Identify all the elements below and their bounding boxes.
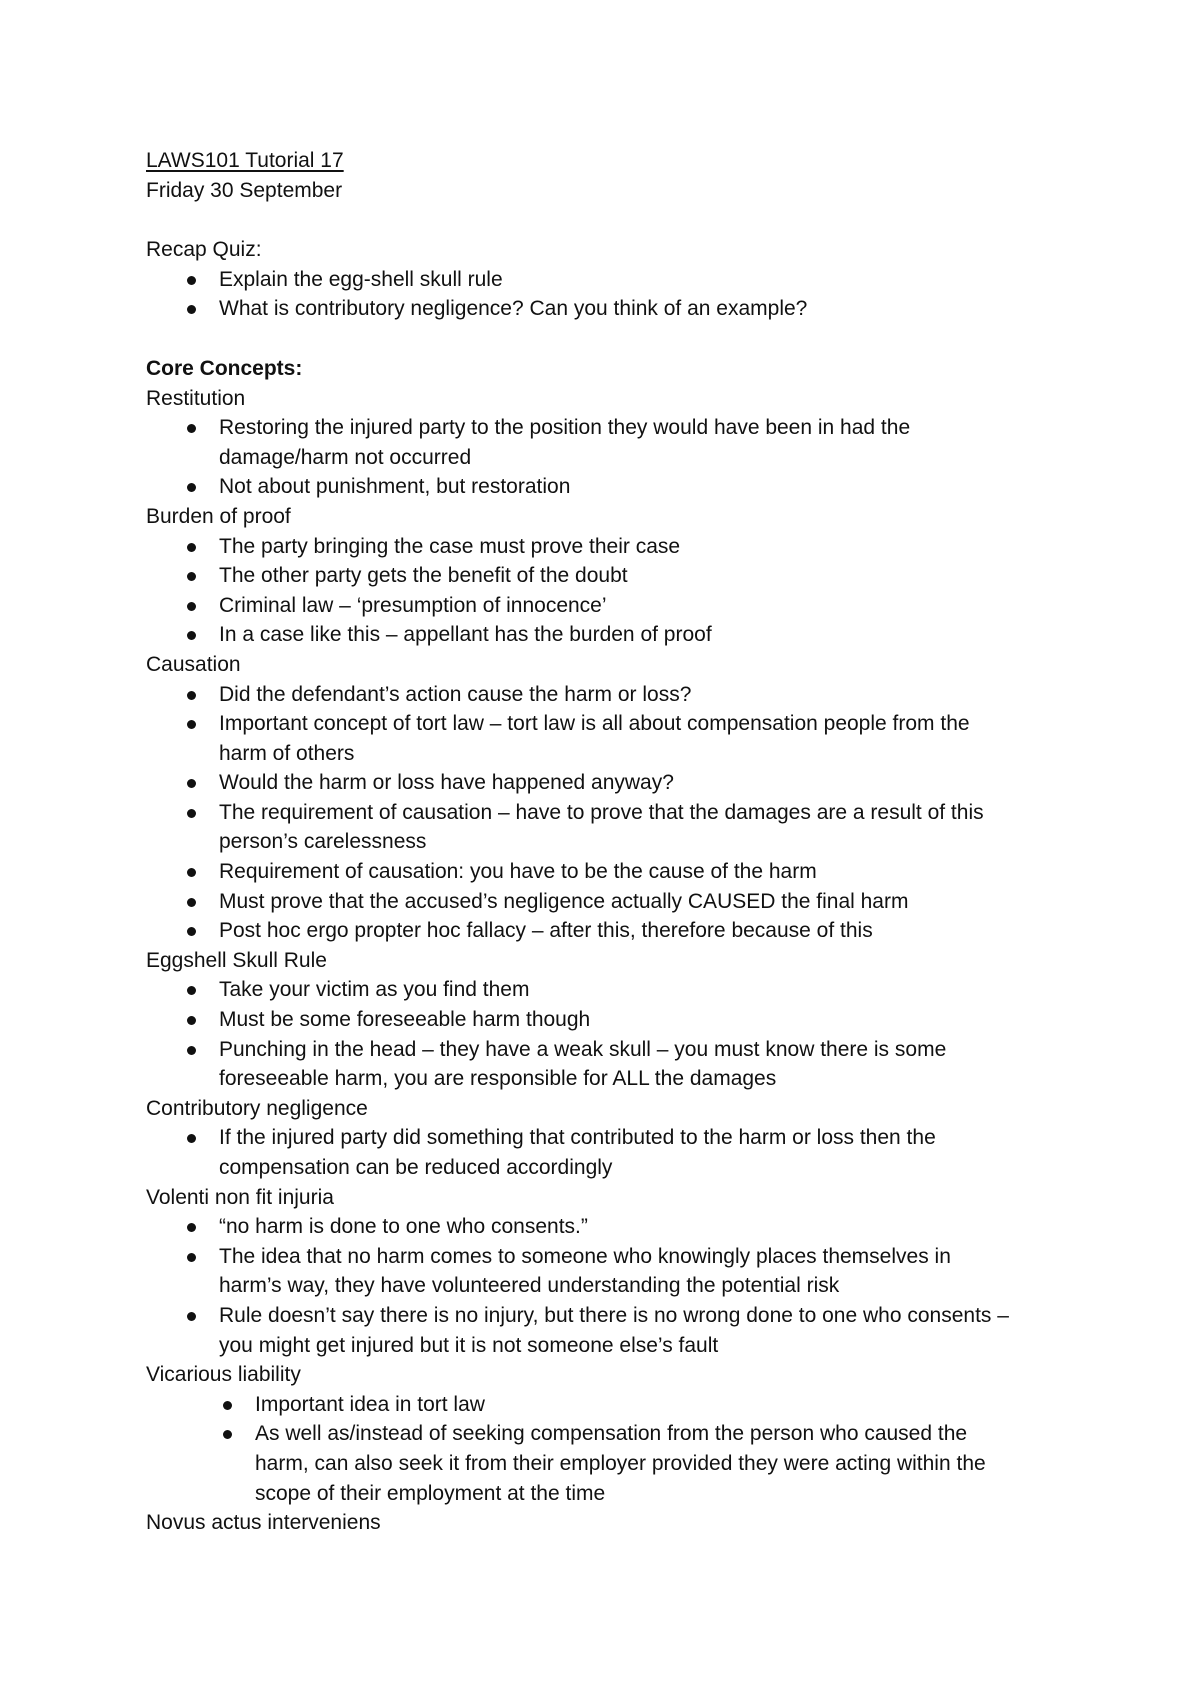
bullet-text-line: As well as/instead of seeking compensation from the person who caused the bbox=[255, 1422, 968, 1446]
bullet-text-line: Must prove that the accused’s negligence actually CAUSED the final harm bbox=[219, 889, 909, 913]
bullet-text-line: scope of their employment at the time bbox=[255, 1481, 606, 1505]
section-bullet-list bbox=[146, 1123, 1086, 1182]
section-bullet-list bbox=[146, 532, 1086, 650]
bullet-item bbox=[255, 1419, 1086, 1508]
bullet-item bbox=[219, 1301, 1086, 1360]
bullet-text-line: Rule doesn’t say there is no injury, but there is no wrong done to one who consents – bbox=[219, 1303, 1009, 1327]
recap-list bbox=[146, 265, 1086, 324]
bullet-text-line: you might get injured but it is not someone else’s fault bbox=[219, 1333, 719, 1357]
bullet-icon bbox=[223, 1401, 232, 1410]
recap-item bbox=[219, 294, 1086, 324]
bullet-item bbox=[219, 1035, 1086, 1094]
section-bullet-list bbox=[146, 1390, 1086, 1508]
bullet-text-line: The party bringing the case must prove their case bbox=[219, 534, 681, 558]
bullet-item bbox=[219, 1005, 1086, 1035]
section-bullet-list bbox=[146, 413, 1086, 502]
section-heading: Burden of proof bbox=[146, 504, 291, 528]
section-heading: Volenti non fit injuria bbox=[146, 1185, 334, 1209]
section-bullet-list bbox=[146, 1212, 1086, 1360]
section-heading: Novus actus interveniens bbox=[146, 1511, 381, 1535]
recap-item-text: What is contributory negligence? Can you think of an example? bbox=[219, 297, 808, 321]
bullet-icon bbox=[187, 1223, 196, 1232]
bullet-item bbox=[219, 680, 1086, 710]
section-bullet-list bbox=[146, 975, 1086, 1093]
bullet-text-line: The requirement of causation – have to prove that the damages are a result of this bbox=[219, 800, 984, 824]
recap-item-text: Explain the egg-shell skull rule bbox=[219, 267, 503, 291]
bullet-icon bbox=[187, 927, 196, 936]
bullet-text-line: In a case like this – appellant has the burden of proof bbox=[219, 623, 712, 647]
section-heading: Restitution bbox=[146, 386, 246, 410]
bullet-text-line: Punching in the head – they have a weak skull – you must know there is some bbox=[219, 1037, 947, 1061]
bullet-icon bbox=[187, 779, 196, 788]
document-page bbox=[146, 146, 1086, 1538]
bullet-text-line: damage/harm not occurred bbox=[219, 445, 472, 469]
section-heading: Causation bbox=[146, 652, 241, 676]
document-title: LAWS101 Tutorial 17 bbox=[146, 149, 344, 172]
section-heading: Vicarious liability bbox=[146, 1363, 301, 1387]
bullet-text-line: The idea that no harm comes to someone who knowingly places themselves in bbox=[219, 1244, 951, 1268]
bullet-item bbox=[219, 857, 1086, 887]
concept-sections bbox=[146, 384, 1086, 1538]
spacer bbox=[146, 324, 1086, 354]
bullet-text-line: Did the defendant’s action cause the harm or loss? bbox=[219, 682, 692, 706]
bullet-item bbox=[255, 1390, 1086, 1420]
bullet-text-line: Post hoc ergo propter hoc fallacy – after this, therefore because of this bbox=[219, 919, 873, 943]
bullet-item bbox=[219, 1212, 1086, 1242]
bullet-text-line: harm, can also seek it from their employer provided they were acting within the bbox=[255, 1451, 986, 1475]
bullet-text-line: Not about punishment, but restoration bbox=[219, 475, 571, 499]
bullet-text-line: Criminal law – ‘presumption of innocence’ bbox=[219, 593, 607, 617]
bullet-icon bbox=[187, 691, 196, 700]
bullet-item bbox=[219, 532, 1086, 562]
bullet-icon bbox=[187, 424, 196, 433]
bullet-icon bbox=[187, 1253, 196, 1262]
bullet-icon bbox=[187, 898, 196, 907]
bullet-item bbox=[219, 472, 1086, 502]
bullet-icon bbox=[187, 631, 196, 640]
document-date: Friday 30 September bbox=[146, 178, 343, 202]
bullet-text-line: Important concept of tort law – tort law is all about compensation people from the bbox=[219, 712, 970, 736]
bullet-icon bbox=[187, 483, 196, 492]
bullet-text-line: foreseeable harm, you are responsible for ALL the damages bbox=[219, 1067, 777, 1091]
bullet-text-line: Requirement of causation: you have to be the cause of the harm bbox=[219, 860, 817, 884]
bullet-icon bbox=[187, 1046, 196, 1055]
bullet-text-line: If the injured party did something that contributed to the harm or loss then the bbox=[219, 1126, 936, 1150]
bullet-icon bbox=[187, 602, 196, 611]
bullet-item bbox=[219, 620, 1086, 650]
bullet-item bbox=[219, 887, 1086, 917]
bullet-item bbox=[219, 591, 1086, 621]
recap-heading: Recap Quiz: bbox=[146, 238, 262, 262]
section-heading: Contributory negligence bbox=[146, 1096, 368, 1120]
bullet-item bbox=[219, 709, 1086, 768]
bullet-item bbox=[219, 413, 1086, 472]
bullet-item bbox=[219, 1123, 1086, 1182]
bullet-text-line: harm of others bbox=[219, 741, 355, 765]
bullet-item bbox=[219, 916, 1086, 946]
bullet-icon bbox=[187, 572, 196, 581]
bullet-item bbox=[219, 798, 1086, 857]
bullet-icon bbox=[187, 305, 196, 314]
bullet-icon bbox=[223, 1430, 232, 1439]
bullet-icon bbox=[187, 1312, 196, 1321]
section-heading: Eggshell Skull Rule bbox=[146, 948, 327, 972]
bullet-item bbox=[219, 1242, 1086, 1301]
bullet-icon bbox=[187, 276, 196, 285]
bullet-icon bbox=[187, 809, 196, 818]
bullet-text-line: Must be some foreseeable harm though bbox=[219, 1008, 591, 1032]
bullet-icon bbox=[187, 1016, 196, 1025]
bullet-icon bbox=[187, 868, 196, 877]
bullet-text-line: “no harm is done to one who consents.” bbox=[219, 1215, 588, 1239]
bullet-icon bbox=[187, 1134, 196, 1143]
bullet-text-line: harm’s way, they have volunteered understanding the potential risk bbox=[219, 1274, 840, 1298]
bullet-item bbox=[219, 561, 1086, 591]
bullet-text-line: Take your victim as you find them bbox=[219, 978, 530, 1002]
bullet-text-line: Would the harm or loss have happened anyway? bbox=[219, 771, 674, 795]
bullet-text-line: compensation can be reduced accordingly bbox=[219, 1156, 613, 1179]
recap-item bbox=[219, 265, 1086, 295]
section-bullet-list bbox=[146, 680, 1086, 946]
bullet-icon bbox=[187, 720, 196, 729]
bullet-text-line: Important idea in tort law bbox=[255, 1392, 485, 1416]
bullet-item bbox=[219, 975, 1086, 1005]
bullet-icon bbox=[187, 543, 196, 552]
bullet-text-line: The other party gets the benefit of the doubt bbox=[219, 564, 628, 588]
core-concepts-heading: Core Concepts: bbox=[146, 356, 303, 380]
bullet-text-line: Restoring the injured party to the position they would have been in had the bbox=[219, 416, 911, 440]
bullet-icon bbox=[187, 986, 196, 995]
bullet-item bbox=[219, 768, 1086, 798]
bullet-text-line: person’s carelessness bbox=[219, 830, 427, 854]
spacer bbox=[146, 205, 1086, 235]
